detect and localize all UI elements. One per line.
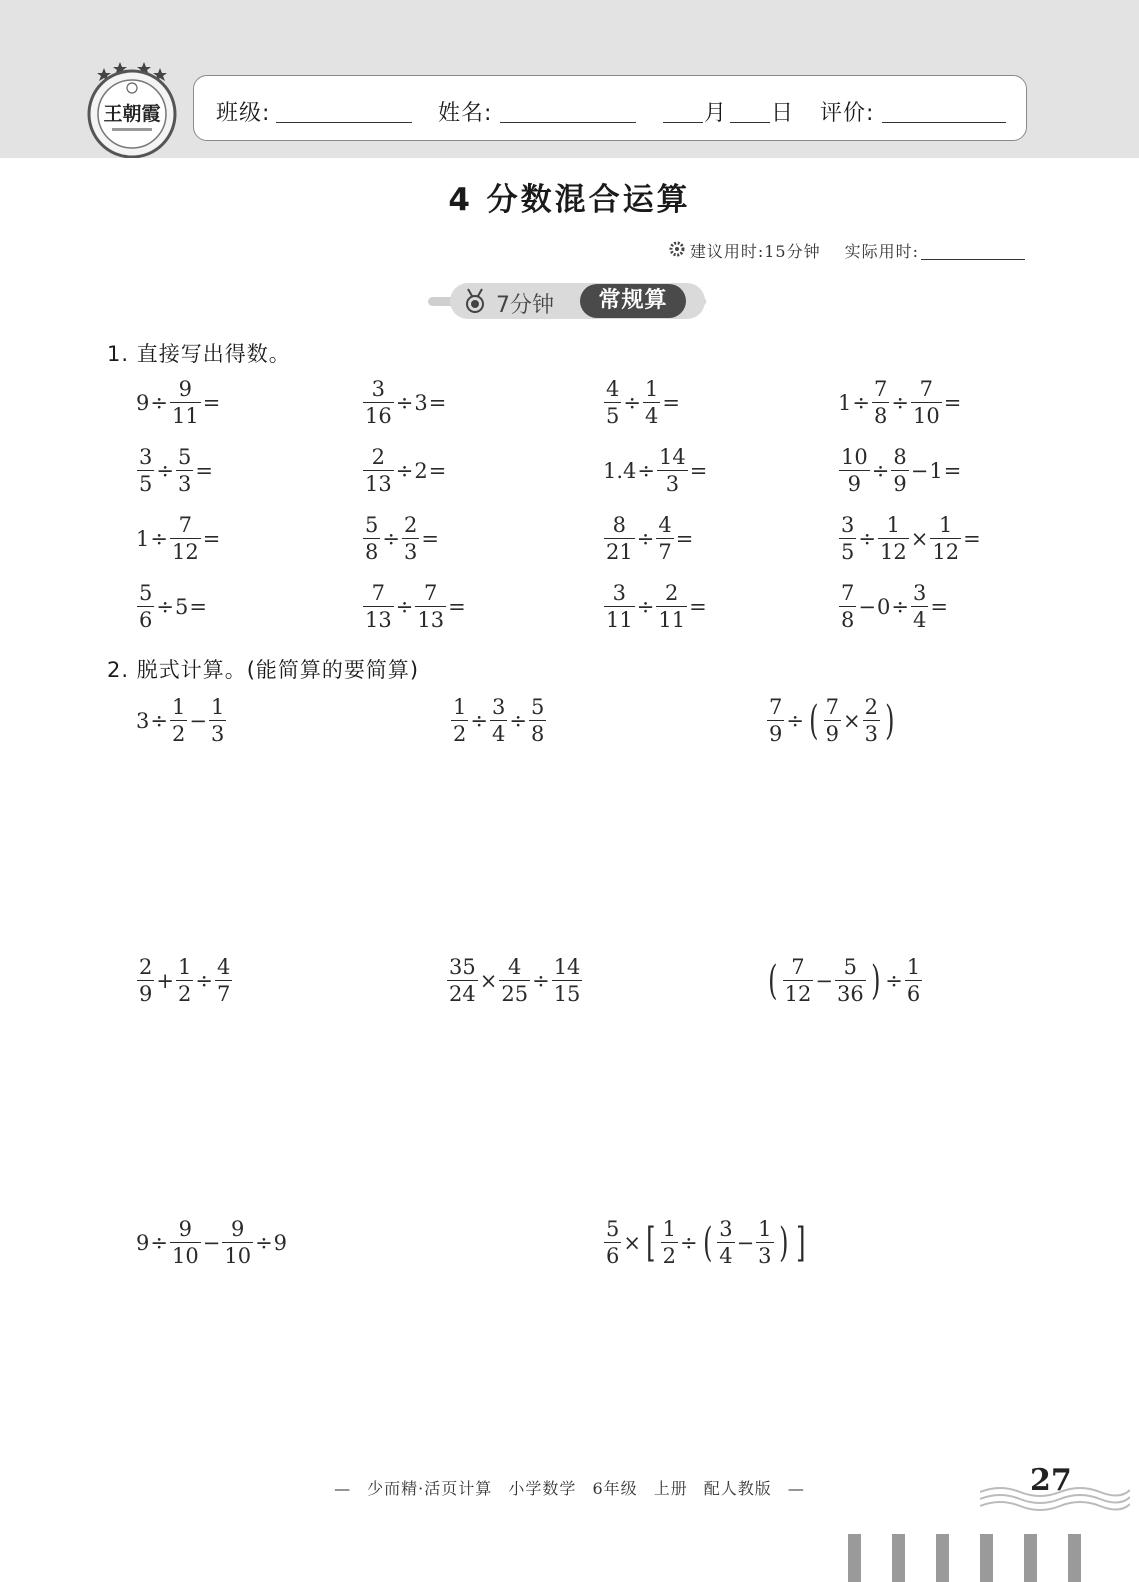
fraction <box>656 514 673 563</box>
numerator: 5 <box>177 445 192 469</box>
numerator: 5 <box>606 1217 620 1241</box>
denominator: 3 <box>758 1244 772 1268</box>
gear-icon <box>669 241 685 261</box>
oral-problem <box>838 378 962 427</box>
denominator: 8 <box>365 540 379 564</box>
operator: − <box>910 458 929 483</box>
operator: ÷ <box>636 594 655 619</box>
numerator: 3 <box>912 581 927 605</box>
number: 5 <box>174 594 189 619</box>
numerator: 8 <box>612 513 627 537</box>
name-label: 姓名: <box>438 101 493 126</box>
denominator: 25 <box>501 982 529 1006</box>
fraction <box>930 514 961 563</box>
number: 1 <box>929 458 943 483</box>
fraction <box>604 1218 621 1267</box>
denominator: 13 <box>365 472 392 496</box>
denominator: 6 <box>139 608 153 632</box>
operator: ÷ <box>679 1230 698 1255</box>
page-title: 4 分数混合运算 <box>448 182 691 218</box>
numerator: 35 <box>449 955 476 979</box>
medal-icon <box>462 287 488 319</box>
operator: = <box>448 594 466 619</box>
numerator: 14 <box>659 445 686 469</box>
denominator: 36 <box>836 982 864 1006</box>
fraction <box>499 956 530 1005</box>
denominator: 6 <box>906 982 921 1006</box>
denominator: 11 <box>606 608 633 632</box>
operator: ÷ <box>637 458 656 483</box>
denominator: 9 <box>893 472 907 496</box>
numerator: 1 <box>177 955 192 979</box>
number: 1 <box>838 390 852 415</box>
denominator: 5 <box>606 404 620 428</box>
operator: = <box>963 526 981 551</box>
operator: ÷ <box>891 594 909 619</box>
denominator: 2 <box>662 1244 676 1268</box>
denominator: 13 <box>365 608 392 632</box>
fraction <box>137 956 154 1005</box>
numerator: 7 <box>178 513 193 537</box>
time-row <box>669 239 1025 262</box>
fraction <box>863 696 880 745</box>
denominator: 11 <box>171 404 199 428</box>
fraction <box>891 446 908 495</box>
bracket: ( <box>768 957 778 1004</box>
fraction <box>604 378 621 427</box>
numerator: 4 <box>216 955 231 979</box>
fraction <box>451 696 468 745</box>
fraction <box>878 514 909 563</box>
numerator: 3 <box>139 445 153 469</box>
calculation-problem <box>136 1218 287 1267</box>
numerator: 9 <box>231 1217 245 1241</box>
operator: ÷ <box>532 968 550 993</box>
fraction <box>363 446 394 495</box>
oral-problem <box>603 582 708 631</box>
operator: ÷ <box>150 708 168 733</box>
operator: = <box>930 594 948 619</box>
calculation-problem <box>450 696 547 745</box>
oral-problem <box>362 446 447 495</box>
denominator: 10 <box>912 404 940 428</box>
fraction <box>170 696 187 745</box>
fraction <box>872 378 889 427</box>
operator: ÷ <box>195 968 213 993</box>
fraction <box>209 696 226 745</box>
denominator: 2 <box>177 982 192 1006</box>
oral-problem <box>603 446 708 495</box>
fraction <box>756 1218 773 1267</box>
numerator: 3 <box>841 513 855 537</box>
oral-problem <box>362 582 467 631</box>
fraction <box>363 514 380 563</box>
denominator: 9 <box>139 982 153 1006</box>
numerator: 3 <box>719 1217 733 1241</box>
fraction <box>137 582 154 631</box>
denominator: 21 <box>606 540 633 564</box>
denominator: 24 <box>449 982 476 1006</box>
operator: ÷ <box>255 1230 273 1255</box>
numerator: 3 <box>612 581 627 605</box>
operator: ÷ <box>891 390 909 415</box>
numerator: 3 <box>491 695 506 719</box>
oral-problem <box>838 582 949 631</box>
operator: × <box>910 526 929 551</box>
operator: ÷ <box>150 390 168 415</box>
denominator: 9 <box>769 722 783 746</box>
bracket: ) <box>885 697 895 744</box>
class-field[interactable] <box>276 122 412 123</box>
rating-field[interactable] <box>882 122 1006 123</box>
class-label: 班级: <box>216 101 271 126</box>
bracket: ( <box>809 697 819 744</box>
numerator: 10 <box>841 445 868 469</box>
operator: ÷ <box>786 708 804 733</box>
operator: = <box>675 526 694 551</box>
numerator: 1 <box>662 1217 676 1241</box>
denominator: 12 <box>784 982 812 1006</box>
day-field[interactable] <box>730 122 770 123</box>
fraction <box>839 514 856 563</box>
operator: × <box>479 968 498 993</box>
number: 3 <box>136 708 150 733</box>
denominator: 4 <box>644 404 659 428</box>
rating-label: 评价: <box>820 101 875 126</box>
name-field[interactable] <box>500 122 636 123</box>
fraction <box>783 956 814 1005</box>
operator: = <box>689 458 708 483</box>
numerator: 1 <box>171 695 186 719</box>
numerator: 7 <box>873 377 888 401</box>
operator: − <box>189 708 207 733</box>
operator: = <box>202 526 221 551</box>
denominator: 2 <box>171 722 186 746</box>
operator: ÷ <box>623 390 641 415</box>
numerator: 5 <box>843 955 857 979</box>
fraction <box>604 514 635 563</box>
fraction <box>170 378 201 427</box>
fraction <box>176 446 193 495</box>
operator: ÷ <box>470 708 488 733</box>
calculation-problem <box>766 696 899 745</box>
numerator: 9 <box>178 1217 193 1241</box>
denominator: 3 <box>210 722 225 746</box>
operator: ÷ <box>156 458 174 483</box>
suggested-time: 建议用时:15分钟 <box>689 242 821 261</box>
numerator: 7 <box>769 695 783 719</box>
bracket: [ <box>646 1219 656 1266</box>
numerator: 2 <box>665 581 679 605</box>
operator: = <box>428 390 447 415</box>
numerator: 7 <box>424 581 438 605</box>
denominator: 5 <box>139 472 153 496</box>
fraction <box>661 1218 678 1267</box>
fraction <box>656 582 687 631</box>
operator: = <box>428 458 447 483</box>
operator: ÷ <box>395 390 414 415</box>
operator: = <box>662 390 680 415</box>
operator: + <box>156 968 174 993</box>
denominator: 4 <box>912 608 927 632</box>
numerator: 14 <box>553 955 581 979</box>
denominator: 3 <box>864 722 878 746</box>
fraction <box>402 514 419 563</box>
fraction <box>215 956 232 1005</box>
operator: × <box>623 1230 641 1255</box>
month-label: 月 <box>704 101 728 126</box>
fraction <box>839 446 870 495</box>
oral-problem <box>362 378 447 427</box>
calculation-problem <box>603 1218 810 1267</box>
fraction <box>363 378 394 427</box>
denominator: 4 <box>491 722 506 746</box>
denominator: 3 <box>657 470 688 495</box>
numerator: 5 <box>530 695 545 719</box>
operator: ÷ <box>395 594 414 619</box>
fraction <box>222 1218 253 1267</box>
numerator: 7 <box>919 377 934 401</box>
operator: × <box>842 708 861 733</box>
fraction <box>363 582 394 631</box>
denominator: 3 <box>177 472 192 496</box>
number: 9 <box>273 1230 288 1255</box>
operator: = <box>421 526 439 551</box>
calculation-problem <box>446 956 583 1005</box>
denominator: 9 <box>839 470 870 495</box>
oral-problem <box>136 378 221 427</box>
operator: ÷ <box>150 1230 168 1255</box>
oral-problem <box>136 514 221 563</box>
fraction <box>490 696 507 745</box>
number: 1.4 <box>603 458 637 483</box>
calculation-problem <box>764 956 923 1005</box>
operator: − <box>736 1230 755 1255</box>
section-banner <box>428 283 706 319</box>
brand-logo <box>84 58 180 158</box>
fraction <box>911 582 928 631</box>
numerator: 9 <box>178 377 193 401</box>
numerator: 7 <box>371 581 386 605</box>
denominator: 9 <box>825 722 839 746</box>
operator: ÷ <box>382 526 400 551</box>
numerator: 1 <box>210 695 225 719</box>
numerator: 7 <box>791 955 805 979</box>
oral-problem <box>838 446 962 495</box>
denominator: 6 <box>606 1244 620 1268</box>
denominator: 15 <box>553 982 581 1006</box>
denominator: 2 <box>453 722 467 746</box>
footer-text: — 少而精·活页计算 小学数学 6年级 上册 配人教版 — <box>334 1479 805 1498</box>
denominator: 8 <box>530 722 545 746</box>
operator: − <box>858 594 876 619</box>
operator: ÷ <box>636 526 655 551</box>
number: 0 <box>876 594 891 619</box>
denominator: 11 <box>658 608 686 632</box>
oral-problem <box>136 582 208 631</box>
number: 2 <box>414 458 428 483</box>
denominator: 12 <box>932 540 960 564</box>
numerator: 4 <box>606 377 620 401</box>
fraction <box>717 1218 734 1267</box>
denominator: 10 <box>171 1244 199 1268</box>
denominator: 8 <box>841 608 855 632</box>
oral-problem <box>603 378 681 427</box>
bracket: ] <box>796 1219 806 1266</box>
numerator: 8 <box>893 445 907 469</box>
numerator: 7 <box>825 695 839 719</box>
numerator: 1 <box>453 695 467 719</box>
edge-marks <box>848 1534 1112 1582</box>
fraction <box>170 514 201 563</box>
fraction <box>170 1218 201 1267</box>
operator: = <box>943 390 962 415</box>
fraction <box>447 956 478 1005</box>
logo-text: 王朝霞 <box>103 103 161 125</box>
oral-problem <box>136 446 214 495</box>
fraction <box>604 582 635 631</box>
operator: ÷ <box>509 708 527 733</box>
banner-minutes: 7分钟 <box>496 293 554 318</box>
denominator: 12 <box>171 540 199 564</box>
oral-problem <box>603 514 694 563</box>
calculation-problem <box>136 696 227 745</box>
fraction <box>835 956 866 1005</box>
numerator: 1 <box>906 955 921 979</box>
operator: ÷ <box>852 390 870 415</box>
fraction <box>905 956 922 1005</box>
operator: ÷ <box>150 526 168 551</box>
operator: ÷ <box>156 594 174 619</box>
denominator: 3 <box>403 540 418 564</box>
student-info-box <box>193 75 1027 141</box>
number: 9 <box>136 390 150 415</box>
month-field[interactable] <box>663 122 703 123</box>
q2-heading: 2. 脱式计算。(能简算的要简算) <box>107 658 420 682</box>
numerator: 7 <box>841 581 855 605</box>
number: 1 <box>136 526 150 551</box>
numerator: 3 <box>371 377 386 401</box>
numerator: 4 <box>658 513 672 537</box>
fraction <box>911 378 942 427</box>
oral-problem <box>838 514 982 563</box>
numerator: 1 <box>886 513 901 537</box>
denominator: 16 <box>365 404 392 428</box>
fraction <box>415 582 446 631</box>
denominator: 8 <box>873 404 888 428</box>
bracket: ( <box>702 1219 713 1266</box>
fraction <box>767 696 784 745</box>
q1-heading: 1. 直接写出得数。 <box>107 342 291 366</box>
numerator: 2 <box>139 955 153 979</box>
actual-time-label: 实际用时: <box>844 242 919 261</box>
operator: − <box>815 968 833 993</box>
numerator: 5 <box>139 581 153 605</box>
bracket: ) <box>778 1219 789 1266</box>
numerator: 2 <box>371 445 386 469</box>
day-label: 日 <box>771 101 795 126</box>
fraction <box>137 446 154 495</box>
operator: = <box>943 458 962 483</box>
numerator: 2 <box>864 695 878 719</box>
number: 9 <box>136 1230 150 1255</box>
operator: = <box>195 458 213 483</box>
operator: = <box>689 594 707 619</box>
numerator: 2 <box>403 513 418 537</box>
operator: ÷ <box>885 968 903 993</box>
calculation-problem <box>136 956 233 1005</box>
fraction <box>824 696 841 745</box>
bracket: ) <box>870 957 881 1004</box>
operator: − <box>202 1230 221 1255</box>
denominator: 5 <box>841 540 855 564</box>
fraction <box>529 696 546 745</box>
number: 3 <box>414 390 428 415</box>
numerator: 5 <box>365 513 379 537</box>
denominator: 4 <box>719 1244 733 1268</box>
fraction <box>643 378 660 427</box>
denominator: 7 <box>216 982 231 1006</box>
operator: = <box>189 594 207 619</box>
actual-time-field[interactable] <box>921 242 1025 260</box>
fraction <box>176 956 193 1005</box>
fraction <box>839 582 856 631</box>
page-number: 27 <box>1030 1463 1072 1498</box>
operator: = <box>202 390 221 415</box>
denominator: 12 <box>879 540 907 564</box>
denominator: 13 <box>417 608 445 632</box>
operator: ÷ <box>395 458 414 483</box>
oral-problem <box>362 514 440 563</box>
fraction <box>552 956 583 1005</box>
numerator: 4 <box>508 955 522 979</box>
denominator: 10 <box>224 1244 252 1268</box>
numerator: 1 <box>939 513 953 537</box>
fraction <box>657 446 688 495</box>
operator: ÷ <box>858 526 876 551</box>
numerator: 1 <box>644 377 659 401</box>
operator: ÷ <box>871 458 890 483</box>
denominator: 7 <box>658 540 672 564</box>
numerator: 1 <box>758 1217 772 1241</box>
banner-tag: 常规算 <box>580 284 686 318</box>
